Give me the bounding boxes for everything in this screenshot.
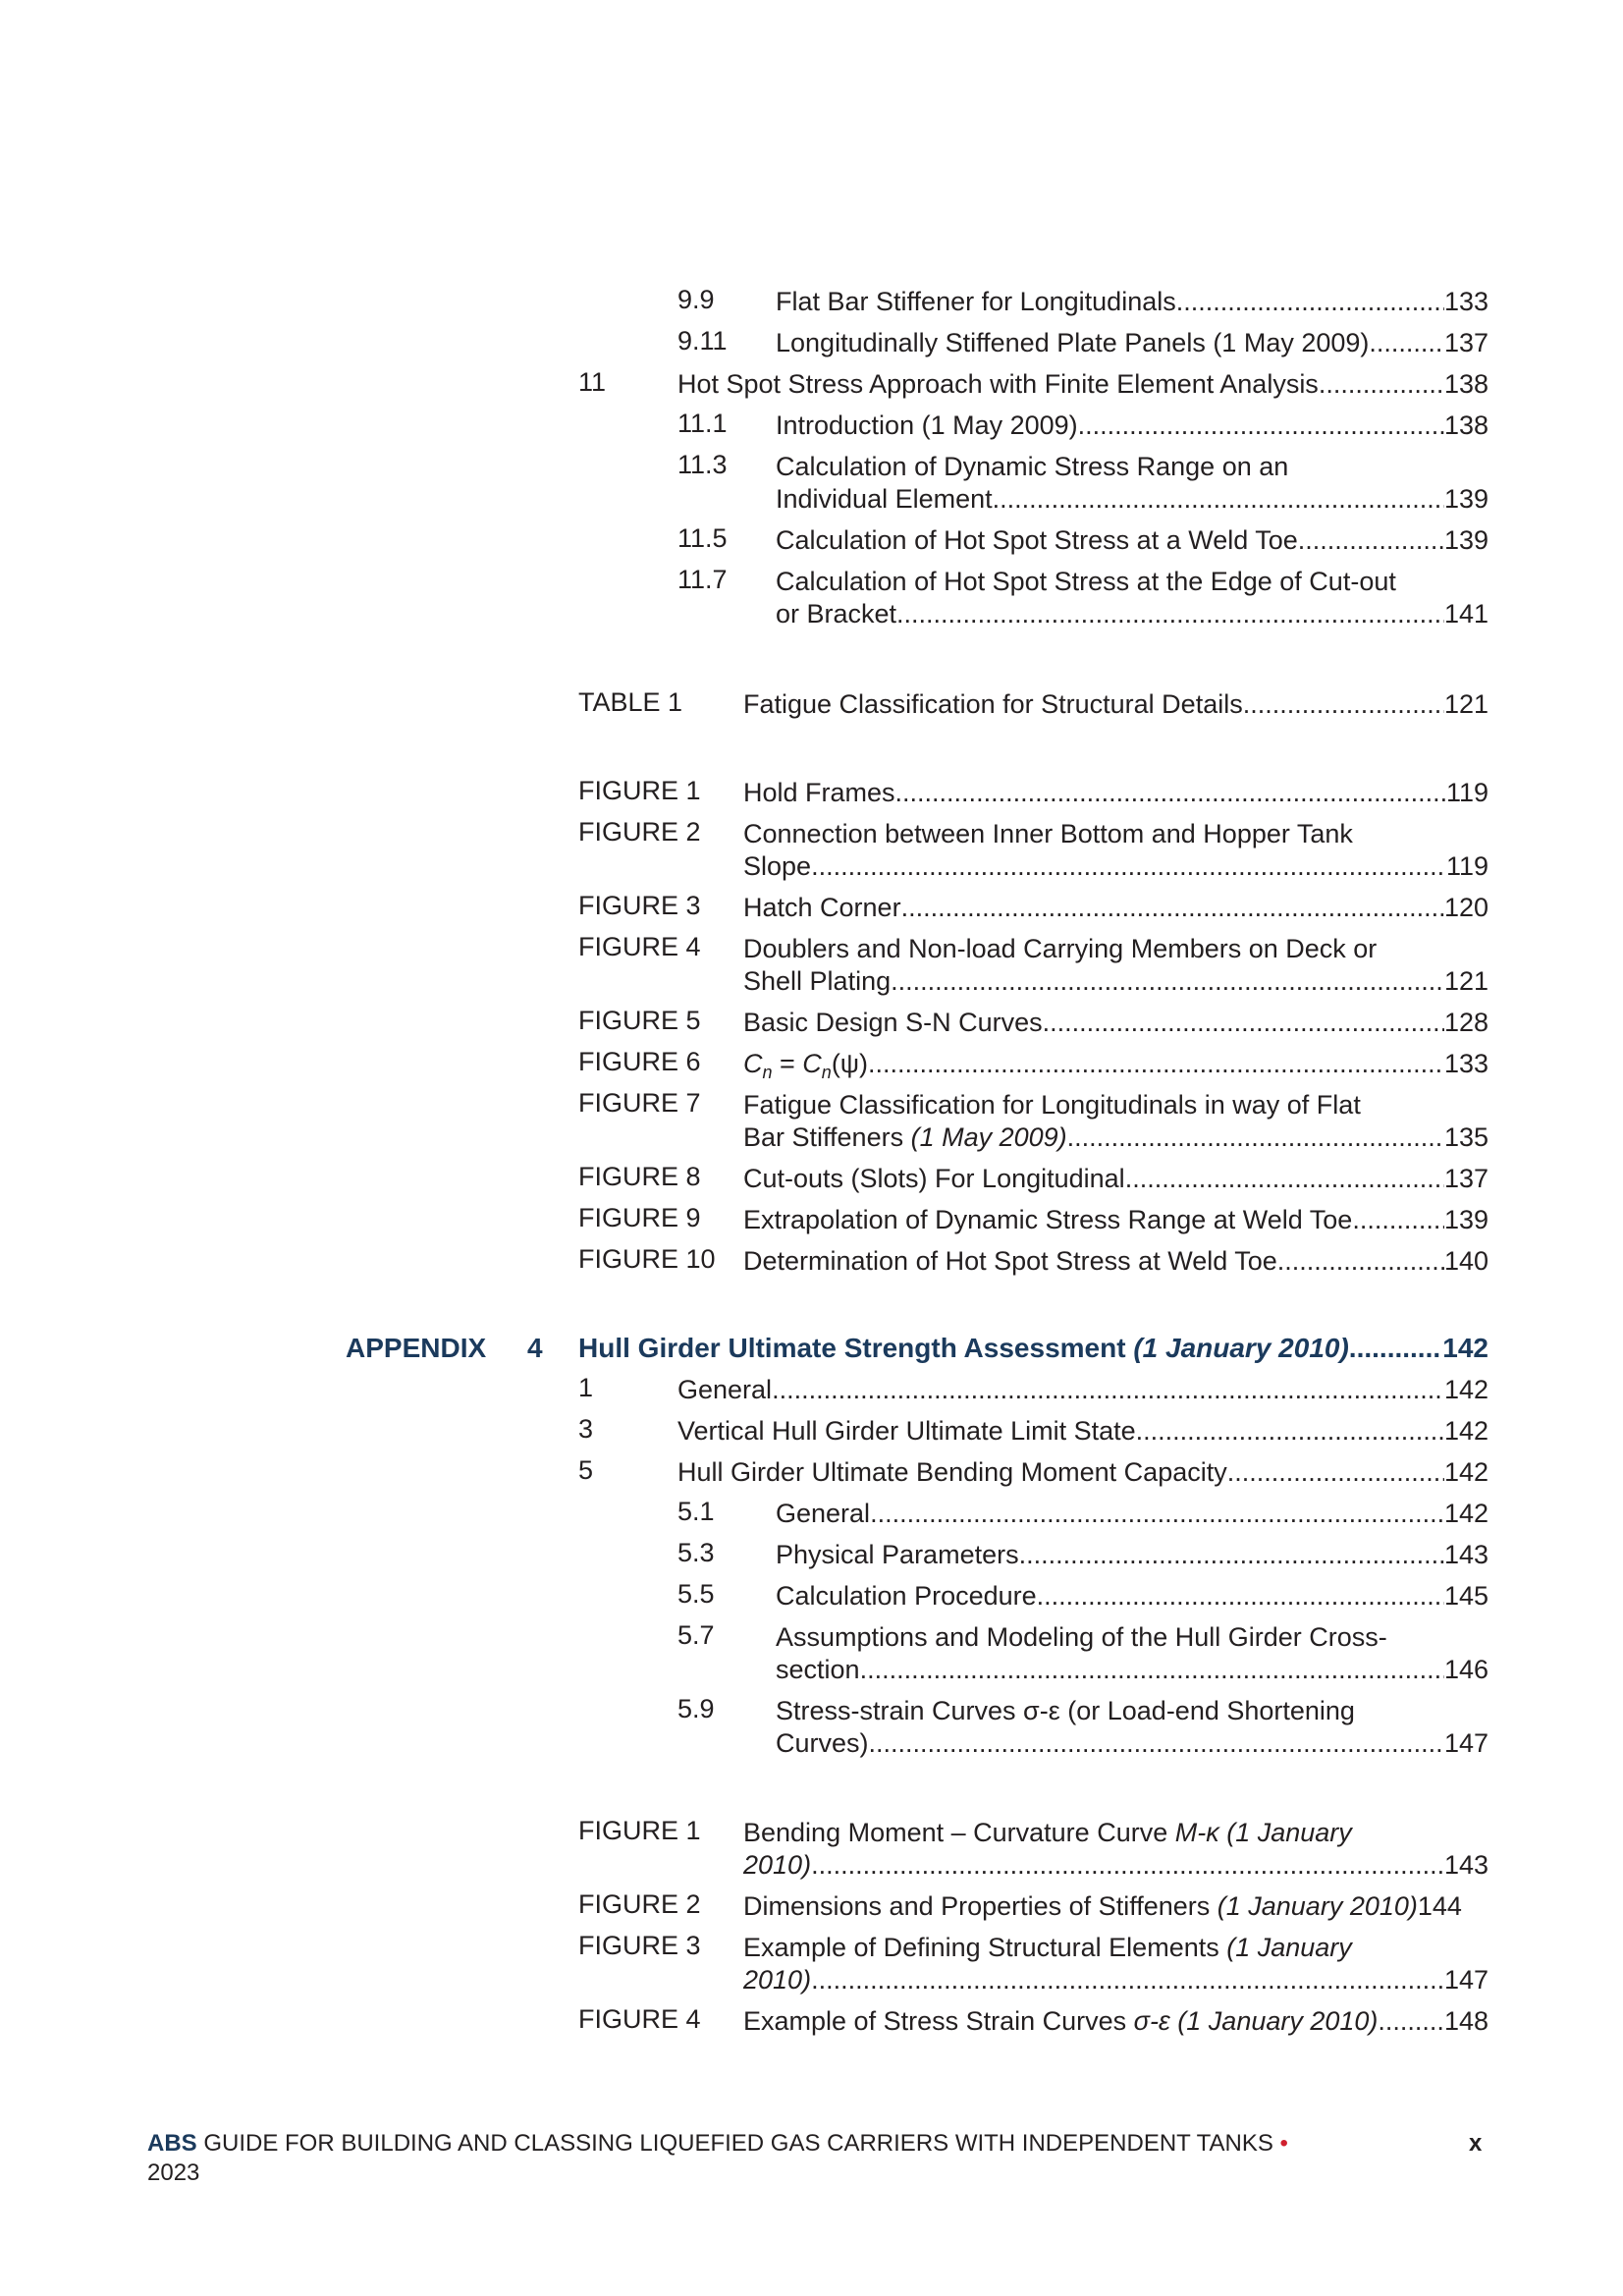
figure-label: FIGURE 1 (578, 1816, 701, 1845)
table-label: TABLE 1 (578, 687, 683, 717)
entry-title: Hatch Corner (743, 893, 901, 922)
entry-number: 11.7 (677, 565, 728, 594)
entry-title: General (677, 1375, 773, 1404)
formula-equals: = (772, 1049, 803, 1078)
entry-title-line1 (743, 1931, 1352, 1964)
entry-page: 139 (1443, 1205, 1488, 1234)
appendix-title-date: (1 January 2010) (1133, 1333, 1349, 1363)
figure-label: FIGURE 3 (578, 1931, 701, 1960)
line1-italic: M-κ (1 January (1174, 1818, 1352, 1847)
entry-page: 142 (1443, 1375, 1488, 1404)
entry-title-line1: Stress-strain Curves σ-ε (or Load-end Shortening (776, 1696, 1355, 1725)
footer-bullet: • (1279, 2130, 1288, 2157)
line1-italic: (1 January (1226, 1933, 1352, 1962)
entry-number: 11 (578, 367, 607, 397)
entry-page: 142 (1442, 1333, 1488, 1363)
entry-page: 142 (1443, 1416, 1488, 1446)
entry-number: 1 (578, 1373, 594, 1402)
entry-number: 5.7 (677, 1620, 715, 1650)
figure-label: FIGURE 5 (578, 1006, 701, 1035)
entry-title: Calculation Procedure (776, 1581, 1037, 1611)
line2-date: (1 May 2009) (910, 1122, 1067, 1152)
line1-text: Example of Defining Structural Elements (743, 1933, 1227, 1962)
figure-label: FIGURE 4 (578, 2004, 701, 2034)
entry-title-line2: Curves) (776, 1728, 869, 1758)
appendix-label: APPENDIX (346, 1333, 487, 1363)
entry-title (743, 1889, 1418, 1923)
figure-label: FIGURE 10 (578, 1244, 716, 1274)
entry-page: 120 (1443, 893, 1488, 922)
entry-page: 143 (1443, 1540, 1488, 1569)
entry-page: 121 (1443, 689, 1488, 719)
page-footer (147, 2129, 1288, 2188)
entry-title: Hull Girder Ultimate Bending Moment Capacity (677, 1457, 1227, 1487)
footer-abs-logo: ABS (147, 2130, 197, 2157)
footer-year: 2023 (147, 2159, 200, 2186)
line2-text: Bar Stiffeners (743, 1122, 911, 1152)
entry-page: 146 (1443, 1655, 1488, 1684)
entry-page: 147 (1443, 1965, 1488, 1995)
entry-page: 139 (1443, 525, 1488, 555)
entry-page: 121 (1443, 966, 1488, 996)
entry-page: 135 (1443, 1122, 1488, 1152)
appendix-number: 4 (527, 1333, 543, 1363)
entry-page: 138 (1443, 369, 1488, 399)
entry-page: 139 (1443, 484, 1488, 514)
entry-title: Fatigue Classification for Structural Details (743, 689, 1243, 719)
entry-title-line1 (743, 1816, 1352, 1849)
entry-page: 119 (1445, 778, 1488, 807)
entry-number: 5 (578, 1455, 594, 1485)
entry-title-line1: Calculation of Hot Spot Stress at the Edge of Cut-out (776, 567, 1396, 596)
entry-title: Longitudinally Stiffened Plate Panels (1 May 2009) (776, 328, 1370, 357)
entry-title: Flat Bar Stiffener for Longitudinals (776, 287, 1176, 316)
formula-psi: (ψ) (831, 1049, 869, 1078)
entry-page: 128 (1443, 1008, 1488, 1037)
entry-page: 133 (1443, 1049, 1488, 1078)
figure-label: FIGURE 9 (578, 1203, 701, 1232)
entry-title: Extrapolation of Dynamic Stress Range at Weld Toe (743, 1205, 1353, 1234)
entry-title-line1: Assumptions and Modeling of the Hull Girder Cross- (776, 1622, 1387, 1652)
entry-title: Introduction (1 May 2009) (776, 410, 1078, 440)
line1-text: Bending Moment – Curvature Curve (743, 1818, 1175, 1847)
title-date: σ-ε (1 January 2010) (1133, 2006, 1379, 2036)
figure-label: FIGURE 1 (578, 776, 701, 805)
entry-number: 5.3 (677, 1538, 715, 1567)
figure-label: FIGURE 7 (578, 1088, 701, 1118)
entry-title (743, 1047, 868, 1083)
entry-number: 11.5 (677, 523, 728, 553)
entry-title: Hold Frames (743, 778, 895, 807)
entry-page: 137 (1443, 1164, 1488, 1193)
entry-title-line2: section (776, 1655, 860, 1684)
entry-page: 138 (1443, 410, 1488, 440)
appendix-title (578, 1332, 1349, 1365)
entry-title: Determination of Hot Spot Stress at Weld Toe (743, 1246, 1277, 1276)
entry-number: 11.1 (677, 409, 728, 438)
entry-title-line1: Fatigue Classification for Longitudinals in way of Flat (743, 1090, 1361, 1120)
formula-subscript: n (821, 1063, 832, 1082)
figure-label: FIGURE 2 (578, 817, 701, 847)
entry-title-line2: Individual Element (776, 484, 993, 514)
title-text: Dimensions and Properties of Stiffeners (743, 1891, 1217, 1921)
title-text: Example of Stress Strain Curves (743, 2006, 1134, 2036)
entry-title: Vertical Hull Girder Ultimate Limit State (677, 1416, 1136, 1446)
entry-page: 144 (1417, 1891, 1462, 1921)
entry-page: 145 (1443, 1581, 1488, 1611)
entry-page: 137 (1443, 328, 1488, 357)
entry-title: Physical Parameters (776, 1540, 1019, 1569)
entry-page: 148 (1443, 2006, 1488, 2036)
entry-title: Calculation of Hot Spot Stress at a Weld Toe (776, 525, 1298, 555)
entry-page: 142 (1443, 1499, 1488, 1528)
entry-title-line1: Calculation of Dynamic Stress Range on an (776, 452, 1289, 481)
entry-page: 142 (1443, 1457, 1488, 1487)
entry-title-line2: Slope (743, 851, 812, 881)
figure-label: FIGURE 2 (578, 1889, 701, 1919)
formula-subscript: n (762, 1063, 773, 1082)
footer-title: GUIDE FOR BUILDING AND CLASSING LIQUEFIED GAS CARRIERS WITH INDEPENDENT TANKS (196, 2130, 1280, 2157)
figure-label: FIGURE 6 (578, 1047, 701, 1076)
entry-number: 5.5 (677, 1579, 715, 1609)
entry-page: 147 (1443, 1728, 1488, 1758)
entry-page: 140 (1443, 1246, 1488, 1276)
entry-number: 9.11 (677, 326, 728, 355)
entry-title-line1: Doublers and Non-load Carrying Members on Deck or (743, 934, 1378, 963)
entry-page: 141 (1443, 599, 1488, 629)
figure-label: FIGURE 4 (578, 932, 701, 961)
entry-title-line2: 2010) (743, 1965, 812, 1995)
figure-label: FIGURE 3 (578, 891, 701, 920)
appendix-title-text: Hull Girder Ultimate Strength Assessment (578, 1333, 1134, 1363)
page-number: x (1469, 2130, 1483, 2157)
entry-title (743, 2004, 1378, 2038)
entry-title: Basic Design S-N Curves (743, 1008, 1043, 1037)
entry-title: General (776, 1499, 871, 1528)
entry-page: 133 (1443, 287, 1488, 316)
entry-title: Hot Spot Stress Approach with Finite Element Analysis (677, 369, 1319, 399)
entry-number: 5.9 (677, 1694, 715, 1723)
entry-number: 5.1 (677, 1497, 715, 1526)
entry-title-line2: Shell Plating (743, 966, 892, 996)
formula-c: C (743, 1049, 763, 1078)
entry-title-line2: or Bracket (776, 599, 897, 629)
entry-title-line2 (743, 1121, 1067, 1154)
entry-title-line1: Connection between Inner Bottom and Hopper Tank (743, 819, 1353, 848)
entry-title: Cut-outs (Slots) For Longitudinal (743, 1164, 1125, 1193)
entry-number: 9.9 (677, 285, 715, 314)
entry-page: 143 (1443, 1850, 1488, 1880)
title-date: (1 January 2010) (1217, 1891, 1418, 1921)
figure-label: FIGURE 8 (578, 1162, 701, 1191)
entry-number: 11.3 (677, 450, 728, 479)
formula-c: C (802, 1049, 822, 1078)
entry-title-line2: 2010) (743, 1850, 812, 1880)
entry-number: 3 (578, 1414, 594, 1444)
entry-page: 119 (1445, 851, 1488, 881)
